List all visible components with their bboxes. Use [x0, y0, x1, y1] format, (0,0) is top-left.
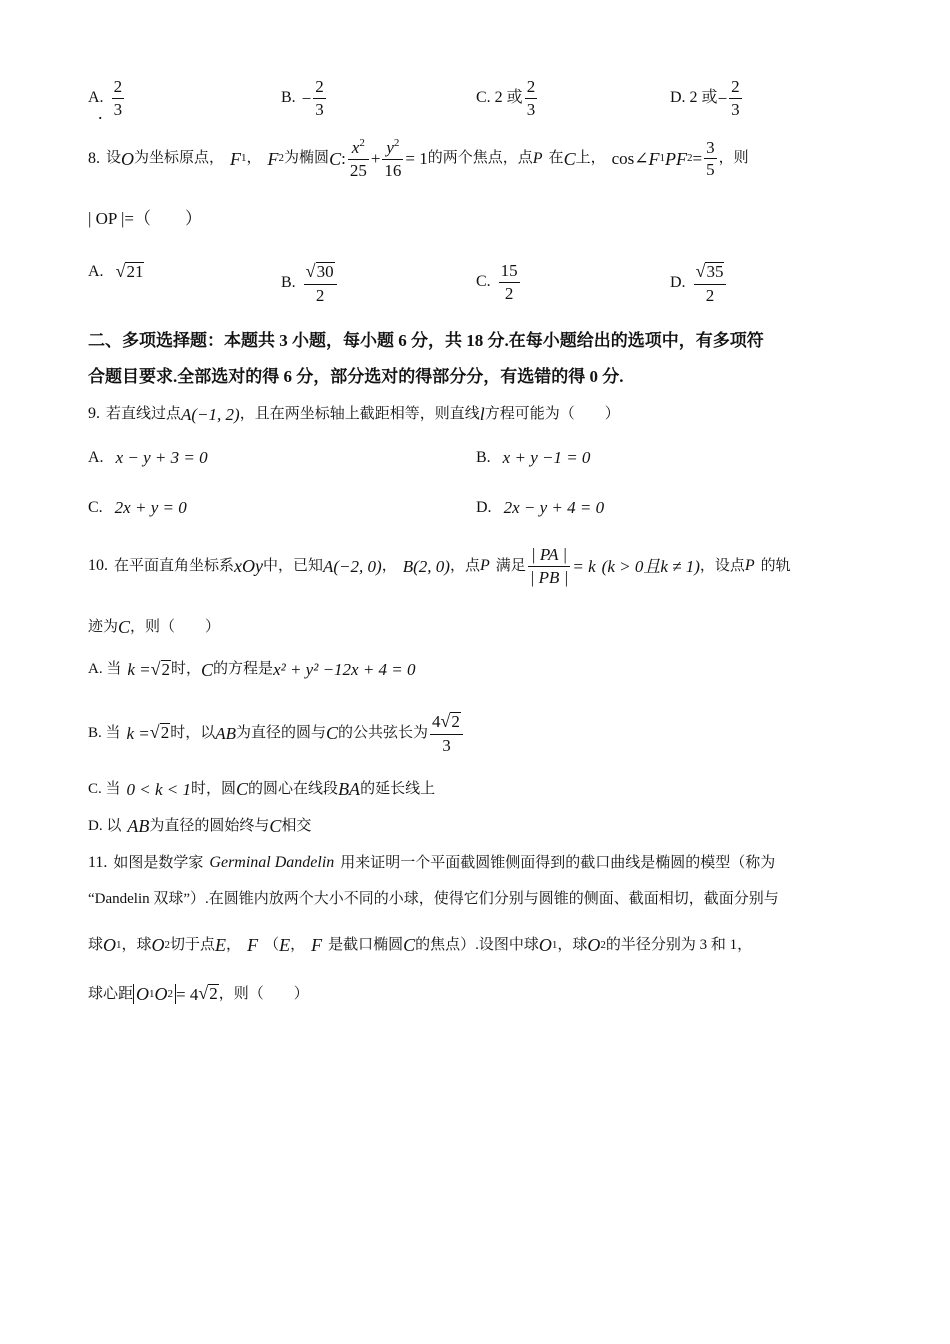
question-number: 10.: [88, 557, 108, 575]
q9-option-c: C. 2x + y = 0: [88, 498, 187, 517]
q11-stem-line2: “Dandelin 双球”）.在圆锥内放两个大小不同的小球，使得它们分别与圆锥的侧面、截面相切，截面分别与: [88, 891, 779, 907]
option-label: D. 以: [88, 817, 122, 834]
q9-option-d: D. 2x − y + 4 = 0: [476, 498, 605, 517]
q8-option-a: [88, 262, 144, 282]
q9-stem: 9. 若直线过点 A(−1, 2) ，且在两坐标轴上截距相等，则直线 l 方程可能为（ ）: [88, 404, 620, 424]
option-label: A. 当: [88, 661, 122, 678]
fraction: $\frac{2}{3}$: [526, 77, 536, 119]
option-label: A.: [88, 262, 104, 280]
option-label: D.: [476, 498, 492, 516]
q8-stem-line2: | OP |=（ ）: [88, 209, 202, 228]
option-label: B.: [281, 89, 296, 107]
section-heading-line1: 二、多项选择题：本题共 3 小题，每小题 6 分，共 18 分.在每小题给出的选项中，有多项符: [88, 331, 764, 350]
option-label: C.: [88, 498, 103, 516]
q10-option-c: C. 当 0 < k < 1 时，圆 C 的圆心在线段 BA 的延长线上: [88, 779, 436, 799]
q11-stem-line3: 球 O 1 ，球 O 2 切于点 E ， F （ E ， F 是截口椭圆 C 的焦点）.设图中球 O 1 ，球 O 2 的半径分别为 3 和 1，: [88, 935, 753, 955]
fraction: $\frac{2}{3}$: [315, 77, 324, 119]
fraction: √ 30 2: [304, 262, 337, 305]
q8-option-b: [281, 262, 339, 305]
q10-option-d: D. 以 AB 为直径的圆始终与 C 相交: [88, 816, 312, 836]
q9-option-b: B. x + y −1 = 0: [476, 448, 591, 467]
q9-option-a: A. x − y + 3 = 0: [88, 448, 208, 467]
q10-option-a: A. 当 k = √ 2 时， C 的方程是 x² + y² −12x + 4 = 0: [88, 659, 416, 680]
q11-stem-line1: 11. 如图是数学家 Germinal Dandelin 用来证明一个平面截圆锥侧面得到的截口曲线是椭圆的模型（称为: [88, 854, 776, 871]
square-root: √ 21: [115, 261, 144, 281]
square-root: √ 2: [198, 983, 218, 1004]
square-root: √ 2: [150, 659, 171, 679]
distance-abs: O 1 O 2: [133, 984, 176, 1004]
question-number: 11.: [88, 854, 108, 871]
q7-option-b: B. − $\frac{2}{3}$: [281, 77, 324, 119]
fraction: $\frac{15}{2}$: [500, 261, 518, 303]
fraction: $\frac{3}{5}$: [706, 137, 715, 180]
question-number: 9.: [88, 405, 100, 422]
q8-option-c: [476, 262, 522, 303]
q7-option-c: [476, 78, 539, 119]
q8-stem-line1: 8. 设 O 为坐标原点， F 1 ， F 2 为椭圆 C : $\frac{x^2}{25}$ + $\frac{y^2}{16}$ = 1 的两个焦点，点 P 在 C 上， cos∠ F 1 PF 2 = $\frac{3}{5}$ ，则: [88, 137, 749, 180]
option-label: B.: [476, 448, 491, 466]
option-label: D.: [670, 274, 686, 292]
option-dot: .: [98, 103, 103, 124]
q10-option-b: B. 当 k = √ 2 时，以 AB 为直径的圆与 C 的公共弦长为 4 √ 2 3: [88, 712, 465, 755]
fraction: $\frac{y^2}{16}$: [384, 137, 402, 180]
q11-stem-line4: 球心距 O 1 O 2 = 4 √ 2 ，则（ ）: [88, 983, 309, 1004]
option-label: B. 当: [88, 724, 121, 741]
option-label: D. 2 或: [670, 89, 718, 107]
section-heading-line2: 合题目要求.全部选对的得 6 分，部分选对的得部分分，有选错的得 0 分.: [88, 367, 624, 386]
q8-option-d: [670, 262, 728, 305]
q10-stem-line1: 10. 在平面直角坐标系 xOy 中，已知 A(−2, 0) ， B(2, 0) ，点 P 满足 $\frac{| PA |}{| PB |}$ = k (k > 0且k ≠ 1) ，设点 P 的轨: [88, 545, 791, 587]
fraction: √ 35 2: [694, 262, 727, 305]
fraction: 4 √ 2 3: [430, 712, 463, 755]
q7-option-d: D. 2 或 − $\frac{2}{3}$: [670, 77, 740, 119]
question-number: 8.: [88, 149, 100, 167]
square-root: √ 2: [149, 722, 170, 743]
option-label: B.: [281, 274, 296, 292]
option-label: C. 当: [88, 780, 121, 797]
fraction: $\frac{2}{3}$: [731, 77, 740, 119]
fraction: $\frac{2}{3}$: [113, 77, 123, 119]
option-label: A.: [88, 89, 104, 107]
option-label: A.: [88, 448, 104, 466]
fraction: $\frac{| PA |}{| PB |}$: [529, 545, 569, 587]
q7-option-a: [88, 77, 126, 124]
option-label: C.: [476, 273, 491, 291]
option-label: C. 2 或: [476, 89, 523, 107]
fraction: $\frac{x^2}{25}$: [349, 137, 367, 180]
q10-stem-line2: 迹为 C ，则（ ）: [88, 617, 221, 637]
